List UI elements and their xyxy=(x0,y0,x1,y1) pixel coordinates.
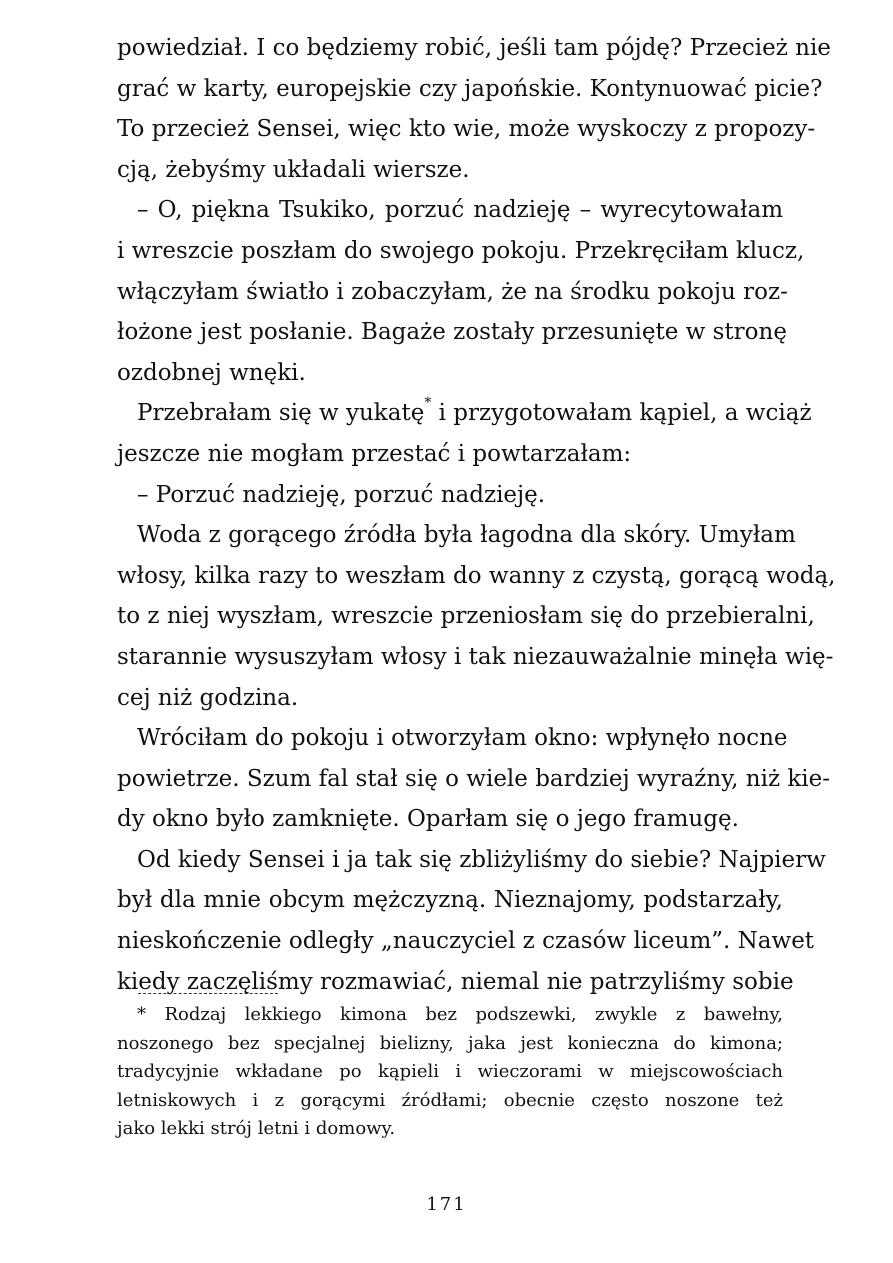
text-line: dy okno było zamknięte. Oparłam się o jego framugę. xyxy=(117,806,739,833)
text-line: – Porzuć nadzieję, porzuć nadzieję. xyxy=(137,481,546,508)
text-line: starannie wysuszyłam włosy i tak niezauważalnie minęła wię- xyxy=(117,643,834,670)
text-line: Woda z gorącego źródła była łagodna dla skóry. Umyłam xyxy=(137,522,796,549)
text-line: cej niż godzina. xyxy=(117,684,299,711)
footnote xyxy=(117,1001,783,1144)
body-text xyxy=(117,28,836,1002)
footnote-line: tradycyjnie wkładane po kąpieli i wieczorami w miejscowościach xyxy=(117,1061,783,1082)
text-line: – O, piękna Tsukiko, porzuć nadzieję – wyrecytowałam xyxy=(137,197,783,224)
footnote-line: * Rodzaj lekkiego kimona bez podszewki, zwykle z bawełny, xyxy=(137,1004,783,1025)
text-line: kiedy zaczęliśmy rozmawiać, niemal nie patrzyliśmy sobie xyxy=(117,968,794,995)
footnote-divider xyxy=(138,993,278,994)
text-line: łożone jest posłanie. Bagaże zostały przesunięte w stronę xyxy=(117,319,787,346)
footnote-marker: * xyxy=(424,395,432,412)
text-line: był dla mnie obcym mężczyzną. Nieznajomy, podstarzały, xyxy=(117,887,783,914)
text-fragment: i przygotowałam kąpiel, a wciąż xyxy=(431,400,812,427)
text-line: i wreszcie poszłam do swojego pokoju. Przekręciłam klucz, xyxy=(117,237,805,264)
footnote-line: jako lekki strój letni i domowy. xyxy=(117,1118,396,1139)
text-fragment: Przebrałam się w yukatę xyxy=(137,400,425,427)
text-line: Od kiedy Sensei i ja tak się zbliżyliśmy do siebie? Najpierw xyxy=(137,846,826,873)
footnote-line: letniskowych i z gorącymi źródłami; obecnie często noszone też xyxy=(117,1089,783,1111)
text-line: Wróciłam do pokoju i otworzyłam okno: wpłynęło nocne xyxy=(137,725,788,752)
page-number: 171 xyxy=(426,1194,467,1215)
text-line: włosy, kilka razy to weszłam do wanny z czystą, gorącą wodą, xyxy=(117,562,836,589)
text-line: grać w karty, europejskie czy japońskie. Kontynuować picie? xyxy=(117,75,823,102)
text-line: powiedział. I co będziemy robić, jeśli tam pójdę? Przecież nie xyxy=(117,35,831,61)
text-line: ozdobnej wnęki. xyxy=(117,359,306,386)
text-line: powietrze. Szum fal stał się o wiele bardziej wyraźny, niż kie- xyxy=(117,765,831,792)
footnote-line: noszonego bez specjalnej bielizny, jaka jest konieczna do kimona; xyxy=(117,1032,783,1054)
text-line: włączyłam światło i zobaczyłam, że na środku pokoju roz- xyxy=(117,278,788,305)
text-line: jeszcze nie mogłam przestać i powtarzałam: xyxy=(117,440,632,467)
text-line: cją, żebyśmy układali wiersze. xyxy=(117,156,470,183)
text-line xyxy=(117,393,812,434)
text-line: To przecież Sensei, więc kto wie, może wyskoczy z propozy- xyxy=(117,116,816,143)
text-line: nieskończenie odległy „nauczyciel z czasów liceum”. Nawet xyxy=(117,928,815,955)
text-line: to z niej wyszłam, wreszcie przeniosłam się do przebieralni, xyxy=(117,603,815,630)
